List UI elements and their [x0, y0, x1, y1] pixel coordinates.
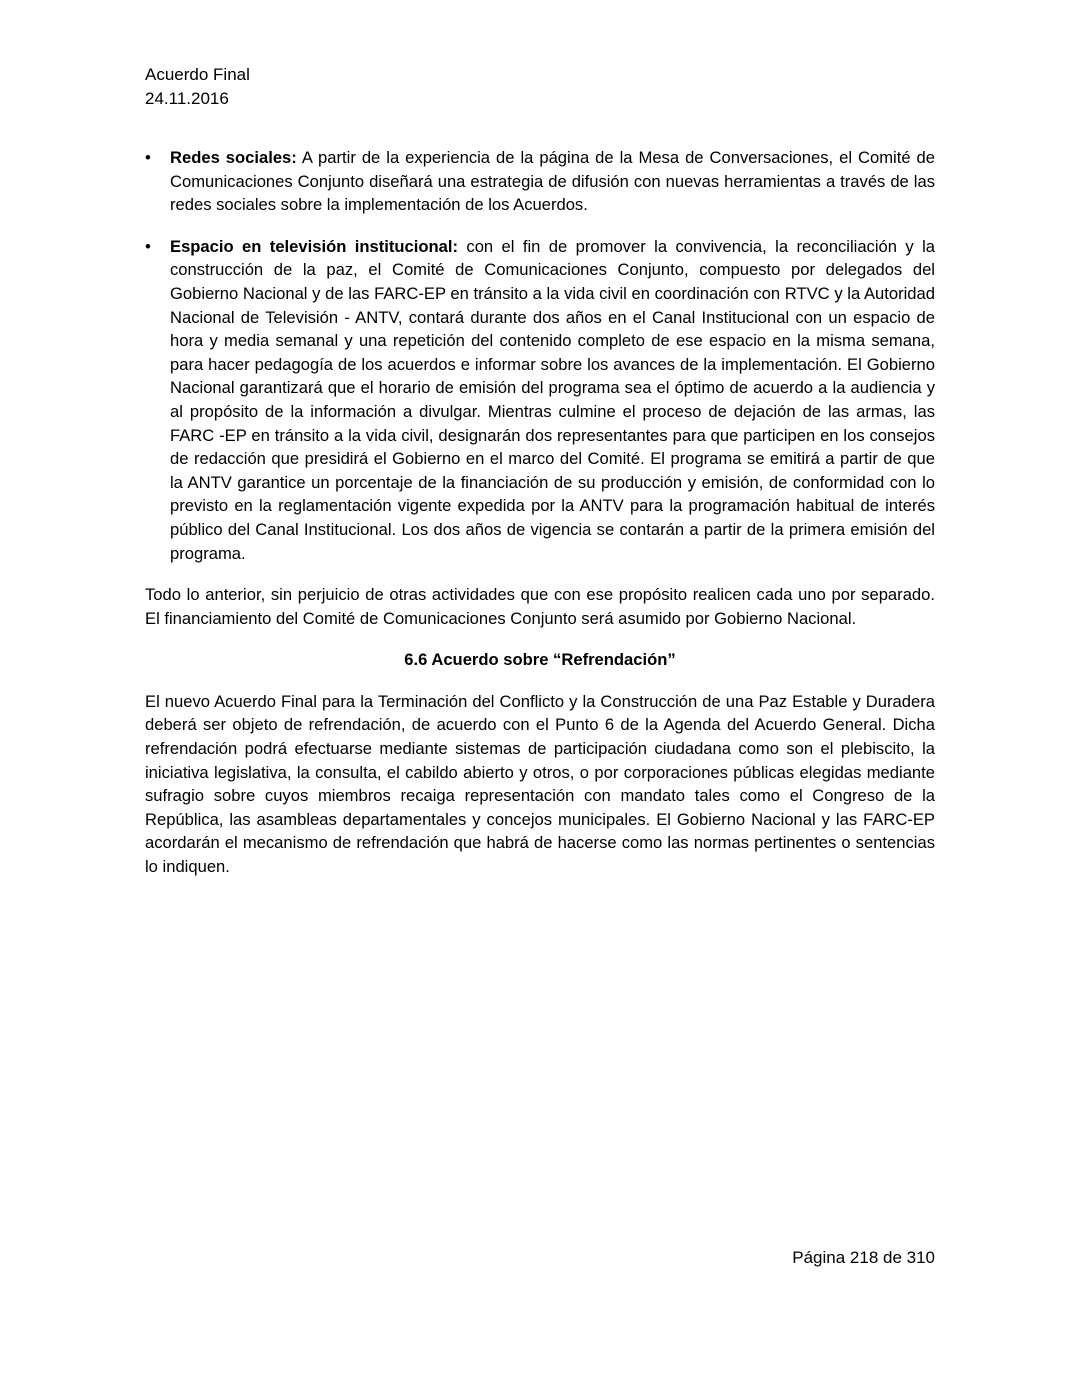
paragraph-financiamiento: Todo lo anterior, sin perjuicio de otras actividades que con ese propósito realicen cada uno por separado. El financiamiento del Comité de Comunicaciones Conjunto será asumido por Gobierno Nacional. — [145, 585, 935, 628]
header-date: 24.11.2016 — [145, 89, 229, 108]
section-title: 6.6 Acuerdo sobre “Refrendación” — [404, 650, 676, 670]
bullet-item-redes-sociales — [145, 146, 935, 217]
bullet-title: Espacio en televisión institucional: — [170, 236, 458, 256]
bullet-text — [170, 148, 935, 214]
bullet-title: Redes sociales: — [170, 148, 297, 167]
bullet-text — [170, 237, 935, 563]
page-header — [145, 63, 250, 111]
paragraph-refrendacion: El nuevo Acuerdo Final para la Terminación del Conflicto y la Construcción de una Paz Estable y Duradera deberá ser objeto de refrendación, de acuerdo con el Punto 6 de la Agenda del Acuerdo General. Dicha refrendación podrá efectuarse mediante sistemas de participación ciudadana como son el plebiscito, la iniciativa legislativa, la consulta, el cabildo abierto y otros, o por corporaciones públicas elegidas mediante sufragio sobre cuyos miembros recaiga representación con mandato tales como el Congreso de la República, las asambleas departamentales y concejos municipales. El Gobierno Nacional y las FARC-EP acordarán el mecanismo de refrendación que habrá de hacerse como las normas pertinentes o sentencias lo indiquen. — [145, 691, 935, 877]
page-content — [145, 146, 935, 897]
bullet-body: A partir de la experiencia de la página de la Mesa de Conversaciones, el Comité de Comunicaciones Conjunto diseñará una estrategia de difusión con nuevas herramientas a través de las redes sociales sobre la implementación de los Acuerdos. — [170, 148, 935, 215]
page-number: Página 218 de 310 — [792, 1248, 935, 1267]
header-title: Acuerdo Final — [145, 65, 250, 84]
bullet-list — [145, 146, 935, 565]
bullet-body: con el fin de promover la convivencia, la reconciliación y la construcción de la paz, el Comité de Comunicaciones Conjunto, compuesto por delegados del Gobierno Nacional y de las FARC-EP en tránsito a la vida civil en coordinación con RTVC y la Autoridad Nacional de Televisión - ANTV, contará durante dos años en el Canal Institucional con un espacio de hora y media semanal y una repetición del contenido completo de ese espacio en la misma semana, para hacer pedagogía de los acuerdos e informar sobre los avances de la implementación. El Gobierno Nacional garantizará que el horario de emisión del programa sea el óptimo de acuerdo a la audiencia y al propósito de la información a divulgar. Mientras culmine el proceso de dejación de las armas, las FARC -EP en tránsito a la vida civil, designarán dos representantes para que participen en los consejos de redacción que presidirá el Gobierno en el marco del Comité. El programa se emitirá a partir de que la ANTV garantice un porcentaje de la financiación de su producción y emisión, de conformidad con lo previsto en la reglamentación vigente expedida por la ANTV para la programación habitual de interés público del Canal Institucional. Los dos años de vigencia se contarán a partir de la primera emisión del programa. — [170, 236, 936, 563]
bullet-icon: • — [145, 148, 151, 167]
bullet-icon: • — [145, 236, 151, 256]
bullet-item-television-institucional — [145, 235, 935, 565]
